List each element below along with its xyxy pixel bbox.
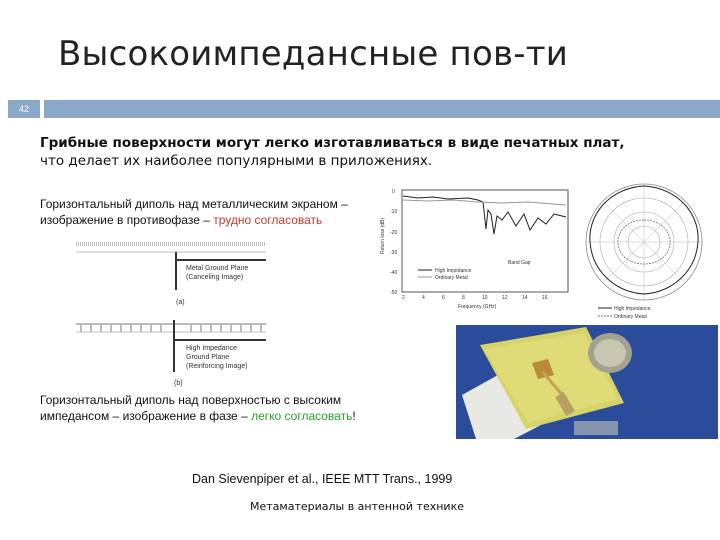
top-label-1: Metal Ground Plane bbox=[186, 265, 249, 272]
top-caption: (a) bbox=[176, 299, 185, 306]
slide-number: 42 bbox=[8, 100, 40, 118]
plot-ylabel: Return loss (dB) bbox=[380, 217, 386, 254]
ytick-2: -20 bbox=[390, 230, 398, 236]
lead-paragraph bbox=[40, 134, 640, 170]
xtick-4: 10 bbox=[482, 295, 488, 301]
high-impedance-description bbox=[40, 392, 410, 424]
xtick-0: 2 bbox=[402, 295, 405, 301]
ytick-1: -10 bbox=[390, 209, 398, 215]
hard-to-match-text: трудно согласовать bbox=[213, 213, 323, 227]
footer-text: Метаматериалы в антенной технике bbox=[250, 500, 464, 513]
bottom-label-3: (Reinforcing Image) bbox=[186, 363, 248, 370]
bottom-caption: (b) bbox=[174, 380, 183, 387]
ytick-0: 0 bbox=[392, 189, 395, 195]
ytick-4: -40 bbox=[390, 270, 398, 276]
xtick-6: 14 bbox=[522, 295, 528, 301]
xtick-2: 6 bbox=[442, 295, 445, 301]
xtick-5: 12 bbox=[502, 295, 508, 301]
ytick-3: -30 bbox=[390, 250, 398, 256]
xtick-1: 4 bbox=[422, 295, 425, 301]
band-gap-annotation: Band Gap bbox=[508, 260, 531, 266]
antenna-photo bbox=[456, 325, 718, 439]
xtick-3: 8 bbox=[462, 295, 465, 301]
dipole-diagram bbox=[76, 240, 376, 388]
plot-legend-1: High Impedance bbox=[435, 268, 472, 274]
metal-plane-description bbox=[40, 196, 410, 228]
ytick-5: -50 bbox=[390, 290, 398, 296]
polar-legend-2: Ordinary Metal bbox=[614, 314, 647, 320]
plot-xlabel: Frequency (GHz) bbox=[458, 304, 497, 310]
slide-title: Высокоимпедансные пов-ти bbox=[58, 34, 569, 74]
plot-legend-2: Ordinary Metal bbox=[435, 275, 468, 281]
exclamation-mark: ! bbox=[352, 409, 356, 423]
top-label-2: (Canceling Image) bbox=[186, 274, 244, 281]
lead-line-2: что делает их наиболее популярными в приложениях. bbox=[40, 153, 433, 169]
title-accent-bar bbox=[44, 100, 720, 118]
metal-plane-line-2: изображение в противофазе – bbox=[40, 213, 214, 227]
lead-line-1: Грибные поверхности могут легко изготавливаться в виде печатных плат, bbox=[40, 135, 625, 151]
polar-pattern bbox=[578, 180, 718, 322]
easy-to-match-text: легко согласовать bbox=[251, 409, 353, 423]
bottom-label-2: Ground Plane bbox=[186, 354, 230, 361]
citation: Dan Sievenpiper et al., IEEE MTT Trans., 1999 bbox=[192, 472, 453, 486]
return-loss-plot bbox=[378, 184, 574, 316]
bottom-label-1: High Impedance bbox=[186, 345, 237, 352]
high-impedance-line-1: Горизонтальный диполь над поверхностью с высоким bbox=[40, 393, 342, 407]
high-impedance-line-2: импедансом – изображение в фазе – bbox=[40, 409, 252, 423]
polar-legend-1: High Impedance bbox=[614, 306, 651, 312]
metal-plane-line-1: Горизонтальный диполь над металлическим экраном – bbox=[40, 197, 348, 211]
xtick-7: 16 bbox=[542, 295, 548, 301]
